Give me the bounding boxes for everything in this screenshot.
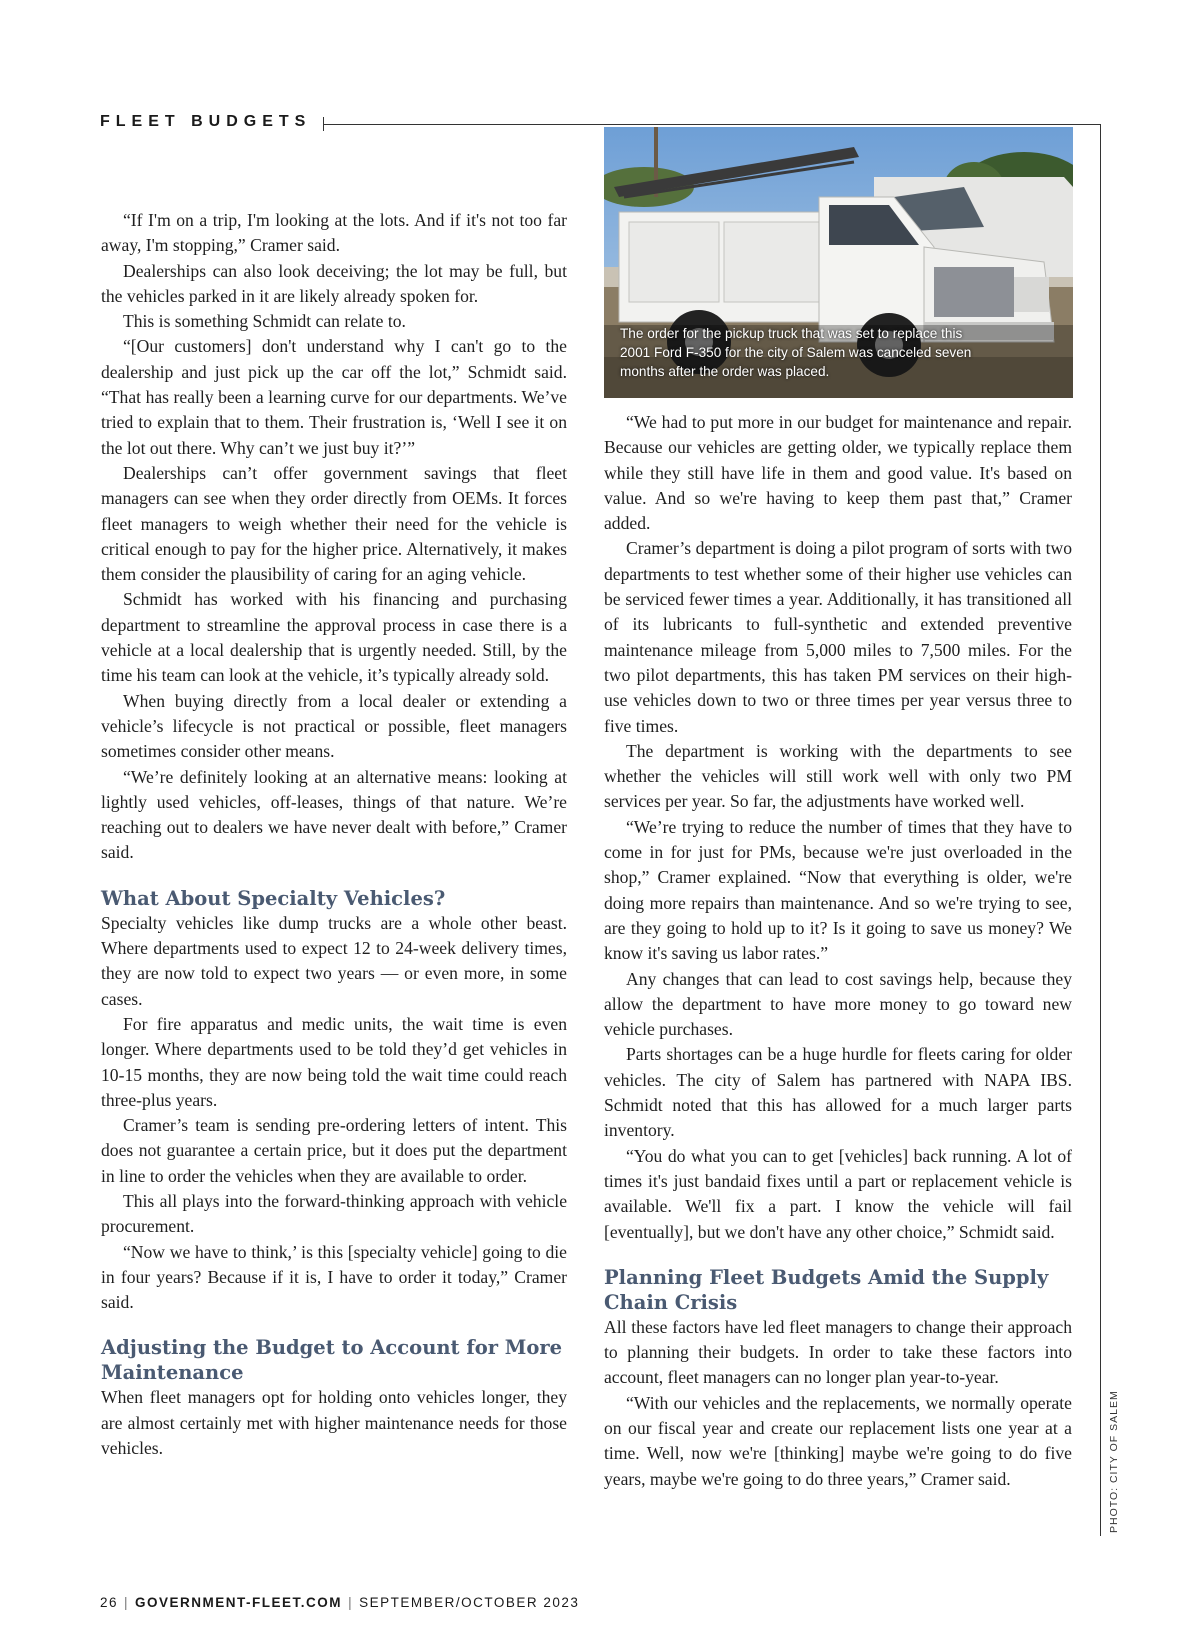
footer-separator: | (348, 1595, 354, 1610)
header-rule-tick (323, 117, 324, 131)
page-footer (100, 1595, 579, 1610)
body-paragraph: Parts shortages can be a huge hurdle for fleets caring for older vehicles. The city of Salem has partnered with NAPA IBS. Schmidt noted that this has allowed for a much larger parts inventory. (604, 1044, 1072, 1141)
body-paragraph: “We’re definitely looking at an alternative means: looking at lightly used vehicles, off-leases, things of that nature. We’re reaching out to dealers we have never dealt with before,” Cramer said. (101, 766, 567, 863)
photo-credit: PHOTO: CITY OF SALEM (1108, 1390, 1120, 1533)
body-paragraph: “[Our customers] don't understand why I can't go to the dealership and just pick up the car off the lot,” Schmidt said. “That has really been a learning curve for our departments. We’ve tried to explain that to them. Their frustration is, ‘Well I see it on the lot out there. Why can’t we just buy it?’” (101, 336, 567, 458)
body-paragraph: Cramer’s department is doing a pilot program of sorts with two departments to test whether some of their higher use vehicles can be serviced fewer times a year. Additionally, it has transitioned all of its lubricants to full-synthetic and extended preventive maintenance mileage from 5,000 miles to 7,500 miles. For the two pilot departments, this has taken PM services on their high-use vehicles down to two or three times per year versus three to five times. (604, 538, 1072, 736)
article-right-column (604, 410, 1072, 1492)
body-paragraph: The department is working with the departments to see whether the vehicles will still work well with only two PM services per year. So far, the adjustments have worked well. (604, 740, 1072, 812)
body-paragraph: Dealerships can’t offer government savings that fleet managers can see when they order directly from OEMs. It forces fleet managers to weigh whether their need for the vehicle is critical enough to pay for the higher price. Alternatively, it makes them consider the plausibility of caring for an aging vehicle. (101, 462, 567, 585)
body-paragraph: When fleet managers opt for holding onto vehicles longer, they are almost certainly met with higher maintenance needs for those vehicles. (101, 1387, 567, 1459)
section-heading: Adjusting the Budget to Account for More Maintenance (101, 1336, 563, 1385)
footer-separator: | (124, 1595, 130, 1610)
section-label: FLEET BUDGETS (100, 113, 312, 130)
photo-caption: The order for the pickup truck that was set to replace this 2001 Ford F-350 for the city of Salem was canceled seven months after the order was placed. (620, 326, 972, 379)
body-paragraph: All these factors have led fleet managers to change their approach to planning their budgets. In order to take these factors into account, fleet managers can no longer plan year-to-year. (604, 1316, 1072, 1388)
body-paragraph: Any changes that can lead to cost savings help, because they allow the department to have more money to go toward new vehicle purchases. (604, 968, 1072, 1040)
issue-date: SEPTEMBER/OCTOBER 2023 (359, 1595, 580, 1610)
header-rule (323, 124, 1101, 125)
body-paragraph: Cramer’s team is sending pre-ordering letters of intent. This does not guarantee a certain price, but it does put the department in line to order the vehicles when they are available to order. (101, 1115, 567, 1186)
body-paragraph: “We had to put more in our budget for maintenance and repair. Because our vehicles are getting older, we typically replace them while they still have life in them and good value. It's based on value. And so we're having to keep them past that,” Cramer added. (604, 412, 1072, 534)
body-paragraph: “You do what you can to get [vehicles] back running. A lot of times it's just bandaid fixes until a part or replacement vehicle is available. We'll fix a part. I know the vehicle will fail [eventually], but we don't have any other choice,” Schmidt said. (604, 1145, 1072, 1242)
article-left-column (101, 208, 567, 1461)
body-paragraph: When buying directly from a local dealer or extending a vehicle’s lifecycle is not practical or possible, fleet managers sometimes consider other means. (101, 690, 567, 762)
body-paragraph: “If I'm on a trip, I'm looking at the lots. And if it's not too far away, I'm stopping,” Cramer said. (101, 210, 567, 256)
truck-photo (604, 127, 1073, 398)
body-paragraph: “We’re trying to reduce the number of times that they have to come in for just for PMs, because we're just overloaded in the shop,” Cramer explained. “Now that everything is older, we're doing more repairs than maintenance. And so we're trying to see, are they going to hold up to it? Is it going to save us money? We know it's saving us labor rates.” (604, 816, 1072, 964)
section-spacer (101, 1315, 567, 1335)
body-paragraph: Dealerships can also look deceiving; the lot may be full, but the vehicles parked in it are likely already spoken for. (101, 260, 567, 306)
body-paragraph: This all plays into the forward-thinking approach with vehicle procurement. (101, 1190, 567, 1237)
site-name: GOVERNMENT-FLEET.COM (135, 1595, 343, 1610)
page-number: 26 (100, 1595, 119, 1610)
section-heading: Planning Fleet Budgets Amid the Supply Chain Crisis (604, 1265, 1049, 1314)
column-rule (1100, 124, 1101, 1536)
section-spacer (101, 866, 567, 886)
body-paragraph: This is something Schmidt can relate to. (123, 311, 406, 332)
section-heading: What About Specialty Vehicles? (101, 886, 446, 910)
body-paragraph: Schmidt has worked with his financing and purchasing department to streamline the approval process in case there is a vehicle at a local dealership that is urgently needed. Still, by the time his team can look at the vehicle, it’s typically already sold. (101, 589, 567, 686)
body-paragraph: Specialty vehicles like dump trucks are a whole other beast. Where departments used to expect 12 to 24-week delivery times, they are now told to expect two years — or even more, in some cases. (101, 912, 567, 1009)
body-paragraph: “Now we have to think,’ is this [specialty vehicle] going to die in four years? Because if it is, I have to order it today,” Cramer said. (101, 1241, 567, 1313)
body-paragraph: For fire apparatus and medic units, the wait time is even longer. Where departments used to be told they’d get vehicles in 10-15 months, they are now being told the wait time could reach three-plus years. (101, 1013, 567, 1110)
body-paragraph: “With our vehicles and the replacements, we normally operate on our fiscal year and create our replacement lists one year at a time. Well, now we're [thinking] maybe we're going to do five years, maybe we're going to do three years,” Cramer said. (604, 1392, 1072, 1489)
section-spacer (604, 1245, 1072, 1265)
